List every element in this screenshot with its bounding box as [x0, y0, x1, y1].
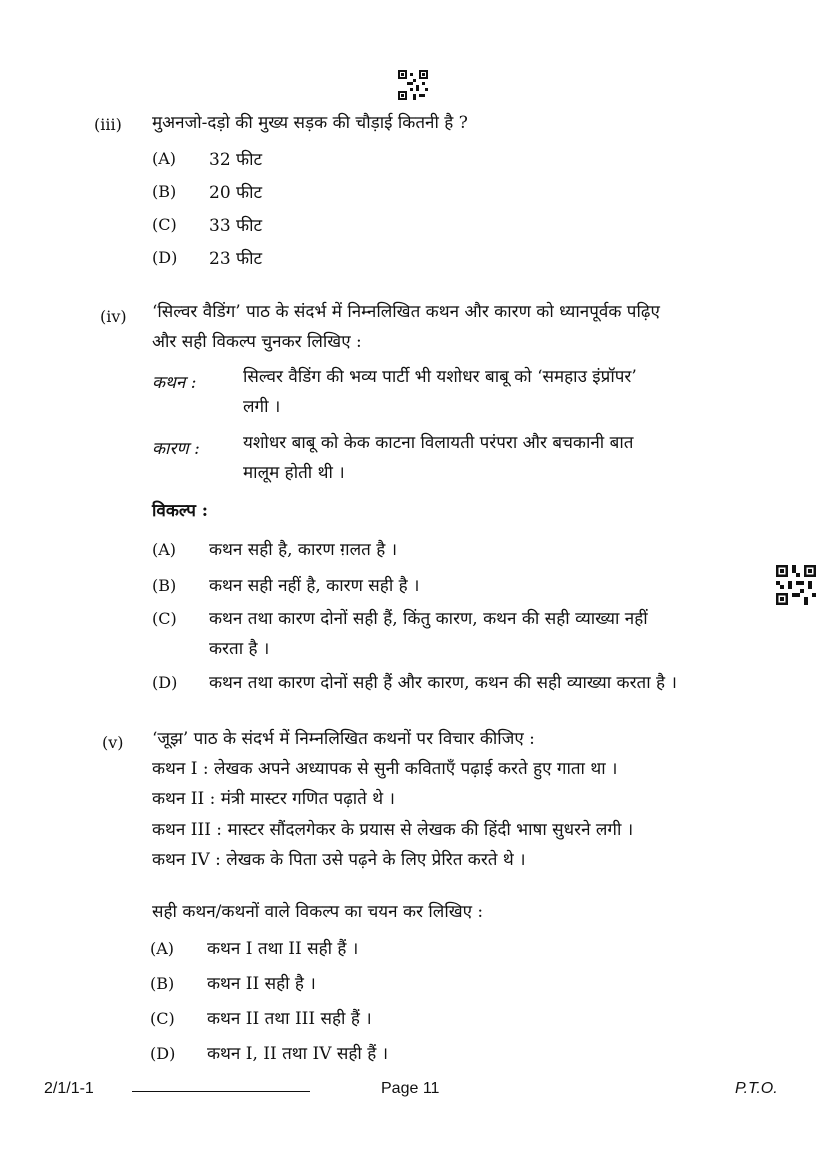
question-text: ‘जूझ’ पाठ के संदर्भ में निम्नलिखित कथनों पर विचार कीजिए : — [152, 729, 535, 749]
option-letter: (B) — [152, 182, 177, 201]
statement-text: कथन I : लेखक अपने अध्यापक से सुनी कविताएँ पढ़ाई करते हुए गाता था । — [152, 759, 618, 779]
page-footer — [0, 1080, 827, 1104]
qr-code-icon — [398, 70, 428, 100]
question-text: ‘सिल्वर वैडिंग’ पाठ के संदर्भ में निम्नलिखित कथन और कारण को ध्यानपूर्वक पढ़िए — [152, 302, 660, 322]
option-text: कथन I, II तथा IV सही हैं । — [207, 1044, 389, 1064]
option-letter: (B) — [152, 576, 177, 595]
option-text: कथन तथा कारण दोनों सही हैं, किंतु कारण, कथन की सही व्याख्या नहीं — [209, 609, 648, 629]
option-text: 33 फीट — [209, 216, 263, 236]
question-text: और सही विकल्प चुनकर लिखिए : — [152, 332, 362, 352]
footer-divider — [132, 1091, 310, 1092]
option-text: कथन सही है, कारण ग़लत है । — [209, 540, 398, 560]
option-letter: (A) — [150, 939, 175, 958]
reason-label: कारण : — [152, 439, 200, 459]
option-text: कथन I तथा II सही हैं । — [207, 939, 359, 959]
option-text: 32 फीट — [209, 150, 263, 170]
reason-text: यशोधर बाबू को केक काटना विलायती परंपरा और बचकानी बात — [243, 433, 634, 453]
option-text: कथन तथा कारण दोनों सही हैं और कारण, कथन की सही व्याख्या करता है । — [209, 673, 677, 693]
qr-code-icon — [776, 565, 816, 605]
option-letter: (B) — [150, 974, 175, 993]
option-text: 20 फीट — [209, 183, 263, 203]
option-text: कथन II सही है । — [207, 974, 316, 994]
option-text: कथन सही नहीं है, कारण सही है । — [209, 576, 420, 596]
option-letter: (C) — [152, 215, 177, 234]
option-letter: (D) — [152, 673, 178, 692]
option-text: करता है । — [209, 639, 270, 659]
pto-label: P.T.O. — [735, 1080, 778, 1097]
question-text: मुअनजो-दड़ो की मुख्य सड़क की चौड़ाई कितनी है ? — [152, 113, 468, 133]
option-letter: (C) — [152, 609, 177, 628]
question-number: (iv) — [100, 307, 127, 326]
option-letter: (C) — [150, 1009, 175, 1028]
option-letter: (D) — [150, 1044, 176, 1063]
reason-text: मालूम होती थी । — [243, 463, 345, 483]
option-letter: (D) — [152, 248, 178, 267]
option-letter: (A) — [152, 149, 177, 168]
statement-text: कथन IV : लेखक के पिता उसे पढ़ने के लिए प्रेरित करते थे । — [152, 850, 526, 870]
statement-text: कथन II : मंत्री मास्टर गणित पढ़ाते थे । — [152, 789, 395, 809]
options-heading: विकल्प : — [152, 501, 209, 521]
paper-code: 2/1/1-1 — [44, 1080, 94, 1097]
page-number: Page 11 — [381, 1080, 440, 1097]
instruction-text: सही कथन/कथनों वाले विकल्प का चयन कर लिखिए : — [152, 902, 484, 922]
statement-label: कथन : — [152, 373, 197, 393]
option-text: 23 फीट — [209, 249, 263, 269]
question-number: (v) — [102, 733, 124, 752]
question-number: (iii) — [94, 115, 122, 134]
statement-text: सिल्वर वैडिंग की भव्य पार्टी भी यशोधर बाबू को ‘समहाउ इंप्रॉपर’ — [243, 367, 637, 387]
statement-text: लगी । — [243, 397, 281, 417]
statement-text: कथन III : मास्टर सौंदलगेकर के प्रयास से लेखक की हिंदी भाषा सुधरने लगी । — [152, 820, 634, 840]
option-letter: (A) — [152, 540, 177, 559]
option-text: कथन II तथा III सही हैं । — [207, 1009, 372, 1029]
